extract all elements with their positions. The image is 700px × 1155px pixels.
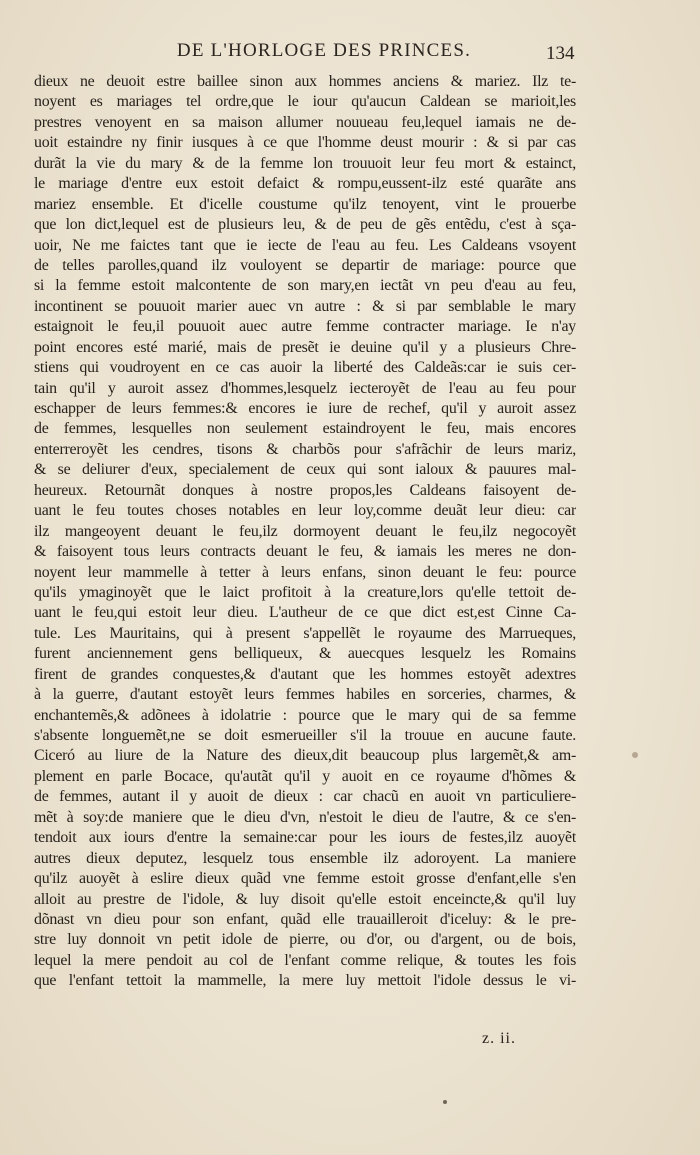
text-line: dieux ne deuoit estre baillee sinon aux hommes anciens & mariez. Ilz te- [34,73,576,90]
text-line: plement en parle Bocace, qu'autãt qu'il y auoit en ce royaume d'hõmes & [34,767,576,785]
text-line: stiens qui voudroyent en ce cas auoir la liberté des Caldeãs:car ie suis cer- [34,359,576,377]
text-line: tule. Les Mauritains, qui à present s'appellẽt le royaume des Marrueques, [34,624,576,642]
text-line: enterreroyẽt les cendres, tisons & charbõs pour s'afrãchir de leurs mariz, [34,440,576,458]
text-line: tain qu'il y auroit assez d'hommes,lesquelz iecteroyẽt de l'eau au feu pour [34,379,576,397]
text-line: que l'enfant tettoit la mammelle, la mere luy mettoit l'idole dessus le vi- [34,972,576,990]
text-line: incontinent se pouuoit marier auec vn autre : & si par semblable le mary [34,297,576,315]
text-line: alloit au prestre de l'idole, & luy disoit qu'elle estoit enceincte,& qu'il luy [34,890,576,908]
text-line: que lon dict,lequel est de plusieurs leu, & de peu de gẽs entẽdu, c'est à sça- [34,216,576,234]
text-line: firent de grandes conquestes,& d'autant que les hommes estoyẽt adextres [34,665,576,683]
signature-mark: z. ii. [482,1030,516,1047]
text-line: mẽt à soy:de maniere que le dieu d'vn, n'estoit le dieu de l'autre, & ce s'en- [34,808,576,826]
paper-stain [632,752,638,758]
text-line: autres dieux deputez, lesquelz tous ensemble ilz adoroyent. La maniere [34,849,576,867]
text-line: stre luy donnoit vn petit idole de pierre, ou d'or, ou d'argent, ou de bois, [34,931,576,949]
text-line: & se deliurer d'eux, specialement de ceux qui sont ialoux & pauures mal- [34,461,576,479]
text-line: & faisoyent tous leurs contracts deuant le feu, & iamais les meres ne don- [34,543,576,561]
text-line: de femmes, lesquelles non seulement estaindroyent le feu, mais encores [34,420,576,438]
text-line: uant le feu toutes choses notables en leur loy,comme deuãt leur dieu: car [34,502,576,520]
text-line: ilz mangeoyent deuant le feu,ilz dormoyent deuant le feu,ilz negocoyẽt [34,522,576,540]
text-line: de telles parolles,quand ilz vouloyent se departir de mariage: pource que [34,256,576,274]
text-line: durãt la vie du mary & de la femme lon trouuoit leur feu mort & estainct, [34,154,576,172]
body-text [34,72,576,992]
text-line: uant le feu,qui estoit leur dieu. L'autheur de ce que dict est,est Cinne Ca- [34,604,576,622]
text-line: mariez ensemble. Et d'icelle coustume qu'ilz tenoyent, vint le prouerbe [34,195,576,213]
running-title: DE L'HORLOGE DES PRINCES. [176,40,472,61]
ink-speck [443,1100,447,1104]
text-line: à la guerre, d'autant estoyẽt leurs femmes habiles en sorceries, charmes, & [34,686,576,704]
text-line: tendoit aux iours d'entre la semaine:car pour les iours de festes,ilz auoyẽt [34,829,576,847]
text-line: le mariage d'entre eux estoit defaict & rompu,eussent-ilz esté quarãte ans [34,175,576,193]
text-line: s'absente longuemẽt,ne se doit esmerueiller s'il la trouue en aucune faute. [34,727,576,744]
text-line: lequel la mere pendoit au col de l'enfant comme relique, & toutes les fois [34,951,576,969]
text-line: noyent leur mammelle à tetter à leurs enfans, sinon deuant le feu: pource [34,563,576,581]
text-line: eschapper de leurs femmes:& encores ie iure de rechef, qu'il y auroit assez [34,400,576,417]
text-line: prestres venoyent en sa maison allumer nouueau feu,lequel iamais ne de- [34,113,576,131]
text-line: de femmes, autant il y auoit de dieux : car chacũ en auoit vn particuliere- [34,788,576,806]
text-line: estaignoit le feu,il pouuoit auec autre femme contracter mariage. Ie n'ay [34,318,576,336]
text-line: uoir, Ne me faictes tant que ie iecte de l'eau au feu. Les Caldeans vsoyent [34,236,576,254]
text-line: uoit estaindre ny finir iusques à ce que l'homme deust mourir : & si par cas [34,134,576,152]
text-line: noyent es mariages tel ordre,que le iour qu'aucun Caldean se marioit,les [34,93,576,111]
text-line: qu'ils ymaginoyẽt que le laict profitoit à la creature,lors qu'elle tettoit de- [34,583,576,601]
text-line: heureux. Retournãt donques à nostre propos,les Caldeans faisoyent de- [34,481,576,499]
text-line: si la femme estoit malcontente de son mary,en iectãt vn peu d'eau au feu, [34,277,576,295]
page-number: 134 [546,43,575,64]
text-line: furent anciennement gens belliqueux, & auecques lesquelz les Romains [34,645,576,663]
text-line: point encores esté marié, mais de presẽt ie deuine qu'il y a plusieurs Chre- [34,338,576,356]
text-line: enchantemẽs,& adõnees à idolatrie : pource que le mary qui de sa femme [34,706,576,724]
text-line: qu'ilz auoyẽt à eslire dieux quãd vne femme estoit grosse d'enfant,elle s'en [34,870,576,888]
text-line: dõnast vn dieu pour son enfant, quãd elle trauailleroit d'iceluy: & le pre- [34,910,576,928]
text-line: Ciceró au liure de la Nature des dieux,dit beaucoup plus largemẽt,& am- [34,747,576,765]
